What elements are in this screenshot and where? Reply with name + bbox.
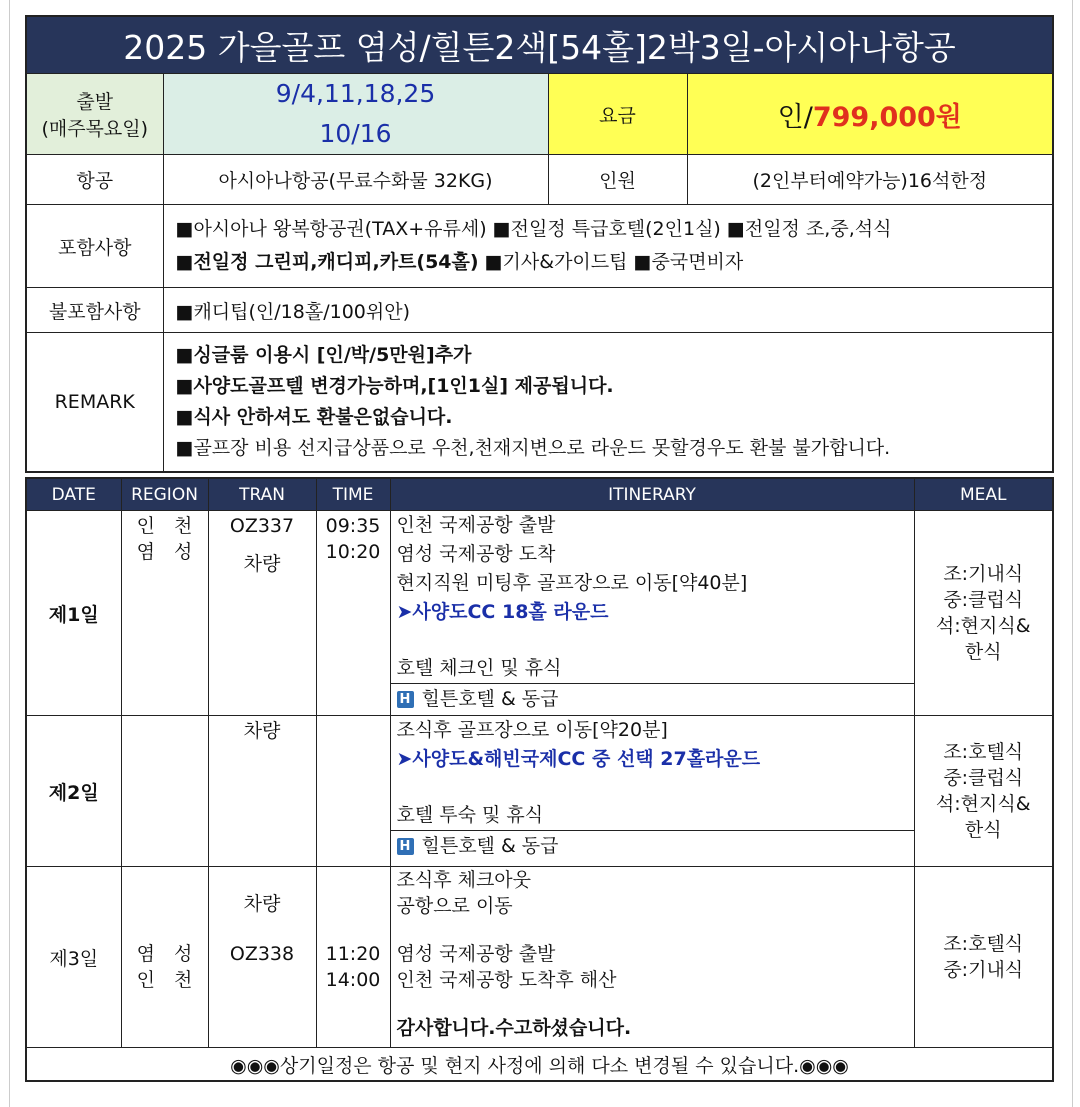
col-region: REGION	[121, 478, 208, 511]
departure-label: 출발 (매주목요일)	[26, 74, 163, 155]
remark-label: REMARK	[26, 333, 163, 472]
people-label: 인원	[548, 155, 687, 205]
table-row	[26, 716, 1053, 867]
included-list: ■아시아나 왕복항공권(TAX+유류세) ■전일정 특급호텔(2인1실) ■전일정 조,중,석식 ■전일정 그린피,캐디피,카트(54홀) ■기사&가이드팁 ■중국면비자	[163, 205, 1053, 288]
airline-label: 항공	[26, 155, 163, 205]
day-label: 제3일	[26, 867, 121, 1048]
day-label: 제2일	[26, 716, 121, 867]
excluded-value: ■캐디팁(인/18홀/100위안)	[163, 288, 1053, 333]
col-time: TIME	[316, 478, 390, 511]
excluded-label: 불포함사항	[26, 288, 163, 333]
itinerary: 인천 국제공항 출발 염성 국제공항 도착 현지직원 미팅후 골프장으로 이동[약40분] ➤사양도CC 18홀 라운드 호텔 체크인 및 휴식 H 힐튼호텔 & 동급	[390, 511, 914, 716]
hotel-row: H 힐튼호텔 & 동급	[391, 683, 914, 715]
page-title: 2025 가을골프 염성/힐튼2색[54홀]2박3일-아시아나항공	[26, 16, 1053, 74]
meal: 조:호텔식 중:기내식	[914, 867, 1053, 1048]
col-date: DATE	[26, 478, 121, 511]
table-row	[26, 867, 1053, 1048]
itinerary-table	[25, 477, 1054, 1082]
meal: 조:기내식 중:클럽식 석:현지식& 한식	[914, 511, 1053, 716]
col-meal: MEAL	[914, 478, 1053, 511]
time: 09:35 10:20	[316, 511, 390, 716]
airline-value: 아시아나항공(무료수화물 32KG)	[163, 155, 548, 205]
transport: 차량 OZ338	[208, 867, 316, 1048]
region: 염 성 인 천	[121, 867, 208, 1048]
people-value: (2인부터예약가능)16석한정	[687, 155, 1053, 205]
summary-table	[25, 15, 1054, 473]
transport: OZ337 차량	[208, 511, 316, 716]
hotel-icon: H	[397, 838, 414, 855]
time: 11:20 14:00	[316, 867, 390, 1048]
time	[316, 716, 390, 867]
region: 인 천 염 성	[121, 511, 208, 716]
footer-notice: ◉◉◉상기일정은 항공 및 현지 사정에 의해 다소 변경될 수 있습니다.◉◉◉	[26, 1048, 1053, 1082]
included-label: 포함사항	[26, 205, 163, 288]
table-row	[26, 511, 1053, 716]
itinerary: 조식후 체크아웃 공항으로 이동 염성 국제공항 출발 인천 국제공항 도착후 해산 감사합니다.수고하셨습니다.	[390, 867, 914, 1048]
transport: 차량	[208, 716, 316, 867]
col-tran: TRAN	[208, 478, 316, 511]
price-value: 인/799,000원	[687, 74, 1053, 155]
departure-dates: 9/4,11,18,25 10/16	[163, 74, 548, 155]
hotel-icon: H	[397, 691, 414, 708]
price-label: 요금	[548, 74, 687, 155]
meal: 조:호텔식 중:클럽식 석:현지식& 한식	[914, 716, 1053, 867]
col-itinerary: ITINERARY	[390, 478, 914, 511]
itinerary: 조식후 골프장으로 이동[약20분] ➤사양도&해빈국제CC 중 선택 27홀라운드 호텔 투숙 및 휴식 H 힐튼호텔 & 동급	[390, 716, 914, 867]
region	[121, 716, 208, 867]
day-label: 제1일	[26, 511, 121, 716]
hotel-row: H 힐튼호텔 & 동급	[391, 830, 914, 862]
remark-list: ■싱글룸 이용시 [인/박/5만원]추가 ■사양도골프텔 변경가능하며,[1인1실] 제공됩니다. ■식사 안하셔도 환불은없습니다. ■골프장 비용 선지급상품으로 우천,천재지변으로 라운드 못할경우도 환불 불가합니다.	[163, 333, 1053, 472]
